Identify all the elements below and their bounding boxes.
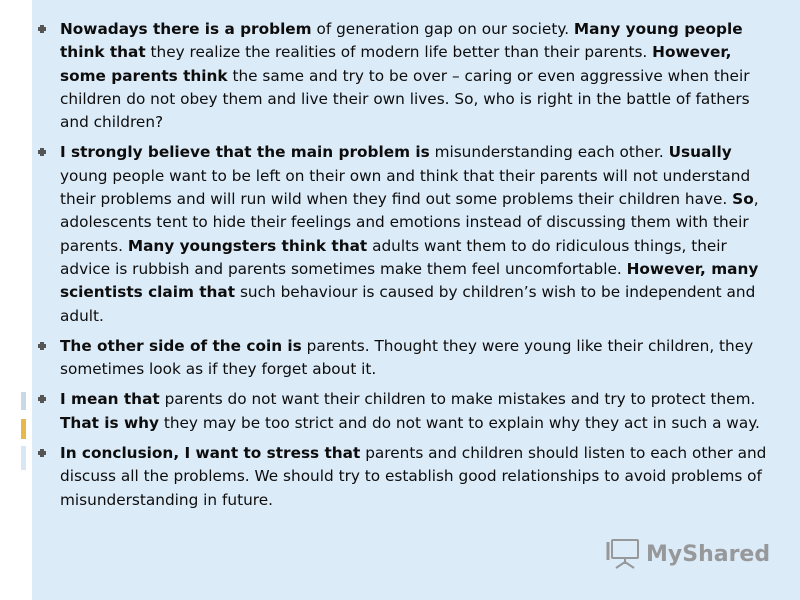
- paragraph: [32, 442, 772, 512]
- bold-text-run: Nowadays there is a problem: [60, 20, 312, 38]
- bold-text-run: Many youngsters think that: [127, 236, 368, 255]
- bold-text-run: I mean that: [60, 390, 160, 409]
- bold-text-run: I strongly believe that the main problem is: [60, 143, 430, 162]
- text-run: the same and try to be over – caring or even aggressive when their children do not obey them and live their own lives. So, who is right in the battle of fathers and children?: [60, 66, 750, 132]
- bold-text-run: That is why: [60, 413, 159, 432]
- watermark: [606, 534, 781, 574]
- square-bullet-icon: [36, 141, 52, 164]
- text-run: they realize the realities of modern life better than their parents.: [145, 43, 653, 62]
- bold-text-run: Usually: [668, 143, 732, 162]
- slide-body: [32, 18, 772, 519]
- paragraph: [32, 18, 772, 134]
- decoration-block: [21, 446, 26, 470]
- text-run: parents. Thought they were young like their children, they sometimes look as if they forget about it.: [60, 336, 754, 379]
- text-run: parents do not want their children to make mistakes and try to protect them.: [159, 390, 756, 409]
- square-bullet-icon: [36, 388, 52, 411]
- text-run: they may be too strict and do not want to explain why they act in such a way.: [158, 413, 760, 432]
- paragraph: [32, 141, 772, 327]
- text-run: of generation gap on our society.: [311, 20, 574, 38]
- bold-text-run: However, some parents think: [60, 43, 732, 85]
- bold-text-run: However, many scientists claim that: [60, 259, 759, 302]
- text-run: young people want to be left on their own and think that their parents will not understand their problems and will run wild when they find out some problems their children have.: [60, 166, 751, 209]
- presentation-board-icon: [608, 540, 638, 568]
- text-run: , adolescents tent to hide their feelings and emotions instead of discussing them with their parents.: [60, 190, 759, 255]
- paragraph: [32, 335, 772, 382]
- decoration-block: [21, 392, 26, 410]
- square-bullet-icon: [36, 335, 52, 358]
- text-run: parents and children should listen to each other and discuss all the problems. We should try to establish good relationships to avoid problems of misunderstanding in future.: [60, 444, 767, 509]
- paragraph: [32, 388, 772, 435]
- text-run: adults want them to do ridiculous things, their advice is rubbish and parents sometimes make them feel uncomfortable.: [60, 236, 727, 278]
- watermark-text: MyShared: [646, 542, 771, 567]
- bold-text-run: Many young people think that: [60, 20, 743, 62]
- left-margin-strip: [0, 0, 32, 600]
- square-bullet-icon: [36, 18, 52, 41]
- decoration-block-accent: [21, 419, 26, 439]
- text-run: such behaviour is caused by children’s wish to be independent and adult.: [60, 283, 756, 325]
- bold-text-run: The other side of the coin is: [60, 336, 302, 355]
- bold-text-run: So: [732, 190, 754, 209]
- bold-text-run: In conclusion, I want to stress that: [60, 444, 361, 463]
- text-run: misunderstanding each other.: [429, 143, 669, 162]
- square-bullet-icon: [36, 442, 52, 465]
